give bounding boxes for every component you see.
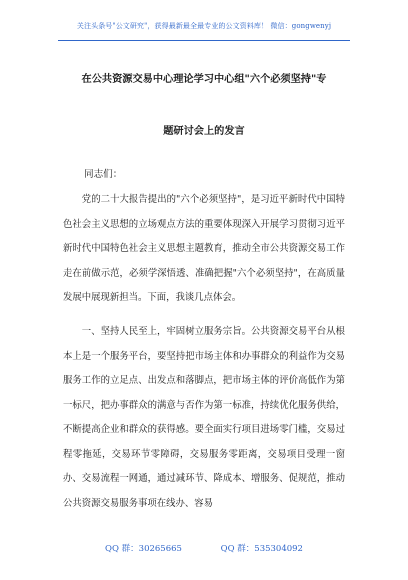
paragraph-text: 党的二十大报告提出的"六个必须坚持"，是习近平新时代中国特色社会主义思想的立场观点方法的重要体现深入开展学习贯彻习近平新时代中国特色社会主义思想主题教育，推动全市公共资源交易工作走在前做示范，必须学深悟透、准确把握"六个必须坚持"，在高质量发展中展现新担当。下面，我谈几点体会。: [63, 194, 345, 303]
body-paragraph-1: [63, 188, 345, 311]
header-banner: 关注头条号"公文研究"，获得最新最全最专业的公文资料库！ 微信：gongwenyj: [76, 22, 332, 30]
qq-group-2: QQ 群：535304092: [220, 544, 303, 554]
body-paragraph-2: [63, 320, 345, 516]
salutation: 同志们：: [84, 169, 123, 180]
document-title-line-2: 题研讨会上的发言: [163, 125, 245, 137]
header-divider: [58, 40, 350, 41]
footer-contacts: [0, 542, 408, 554]
document-title-line-1: 在公共资源交易中心理论学习中心组"六个必须坚持"专: [81, 73, 327, 85]
qq-group-1: QQ 群：30265665: [105, 544, 182, 554]
paragraph-text: 一、坚持人民至上，牢固树立服务宗旨。公共资源交易平台从根本上是一个服务平台，要坚持把市场主体和办事群众的利益作为交易服务工作的立足点、出发点和落脚点，把市场主体的评价高低作为第一标尺，把办事群众的满意与否作为第一标准，持续优化服务供给，不断提高企业和群众的获得感。要全面实行项目进场零门槛，交易过程零拖延，交易环节零障碍，交易服务零距离，交易项目受理一窗办、交易流程一网通，通过减环节、降成本、增服务、促规范，推动公共资源交易服务事项在线办、容易: [63, 326, 345, 509]
